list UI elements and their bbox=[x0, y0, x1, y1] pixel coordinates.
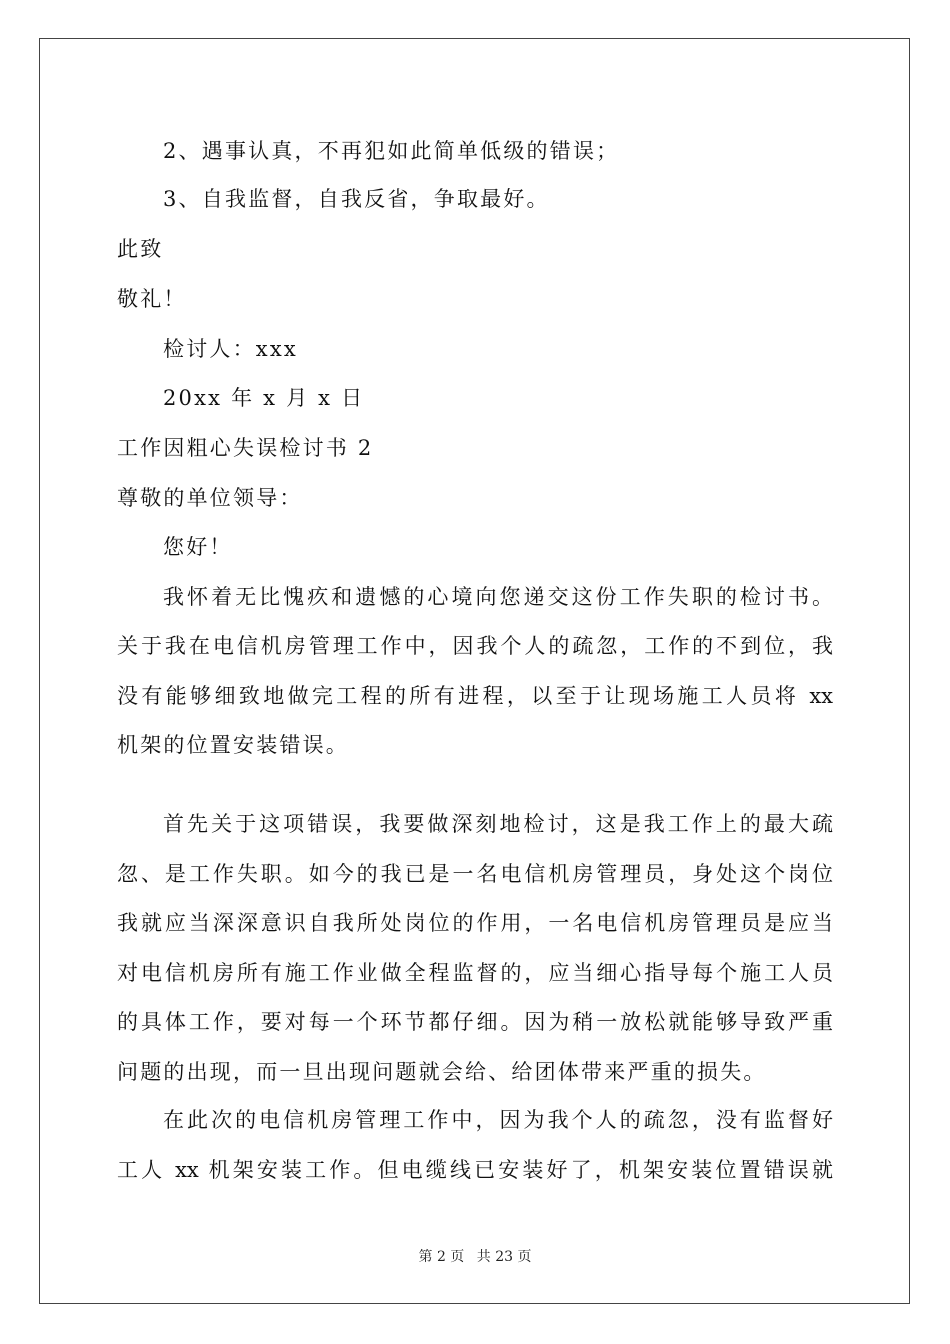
text-line: 在此次的电信机房管理工作中，因为我个人的疏忽，没有监督好 bbox=[163, 1108, 833, 1132]
text-line: 我就应当深深意识自我所处岗位的作用，一名电信机房管理员是应当 bbox=[117, 911, 833, 935]
signature-author: 检讨人：xxx bbox=[163, 337, 298, 361]
text-line: 机架的位置安装错误。 bbox=[117, 733, 349, 757]
section-title: 工作因粗心失误检讨书 2 bbox=[117, 436, 374, 460]
closing-regards: 敬礼！ bbox=[117, 287, 187, 311]
text-line: 没有能够细致地做完工程的所有进程，以至于让现场施工人员将 xx bbox=[117, 684, 833, 708]
text-line: 首先关于这项错误，我要做深刻地检讨，这是我工作上的最大疏 bbox=[163, 812, 833, 836]
text-line: 我怀着无比愧疚和遗憾的心境向您递交这份工作失职的检讨书。 bbox=[163, 585, 833, 609]
text-line: 工人 xx 机架安装工作。但电缆线已安装好了，机架安装位置错误就 bbox=[117, 1158, 833, 1182]
text-line: 问题的出现，而一旦出现问题就会给、给团体带来严重的损失。 bbox=[117, 1060, 767, 1084]
text-line: 忽、是工作失职。如今的我已是一名电信机房管理员，身处这个岗位 bbox=[117, 862, 833, 886]
text-line: 对电信机房所有施工作业做全程监督的，应当细心指导每个施工人员 bbox=[117, 961, 833, 985]
text-line: 2、遇事认真，不再犯如此简单低级的错误； bbox=[163, 139, 620, 163]
signature-date: 20xx 年 x 月 x 日 bbox=[163, 386, 365, 410]
page-footer bbox=[0, 1249, 950, 1265]
text-line: 关于我在电信机房管理工作中，因我个人的疏忽，工作的不到位，我 bbox=[117, 634, 833, 658]
page-number: 第 2 页 bbox=[418, 1249, 465, 1265]
closing-salutation: 此致 bbox=[117, 237, 164, 261]
greeting-addressee: 尊敬的单位领导： bbox=[117, 486, 303, 510]
text-line: 3、自我监督，自我反省，争取最好。 bbox=[163, 187, 550, 211]
greeting: 您好！ bbox=[163, 535, 233, 559]
page-total: 共 23 页 bbox=[476, 1249, 532, 1265]
text-line: 的具体工作，要对每一个环节都仔细。因为稍一放松就能够导致严重 bbox=[117, 1010, 833, 1034]
